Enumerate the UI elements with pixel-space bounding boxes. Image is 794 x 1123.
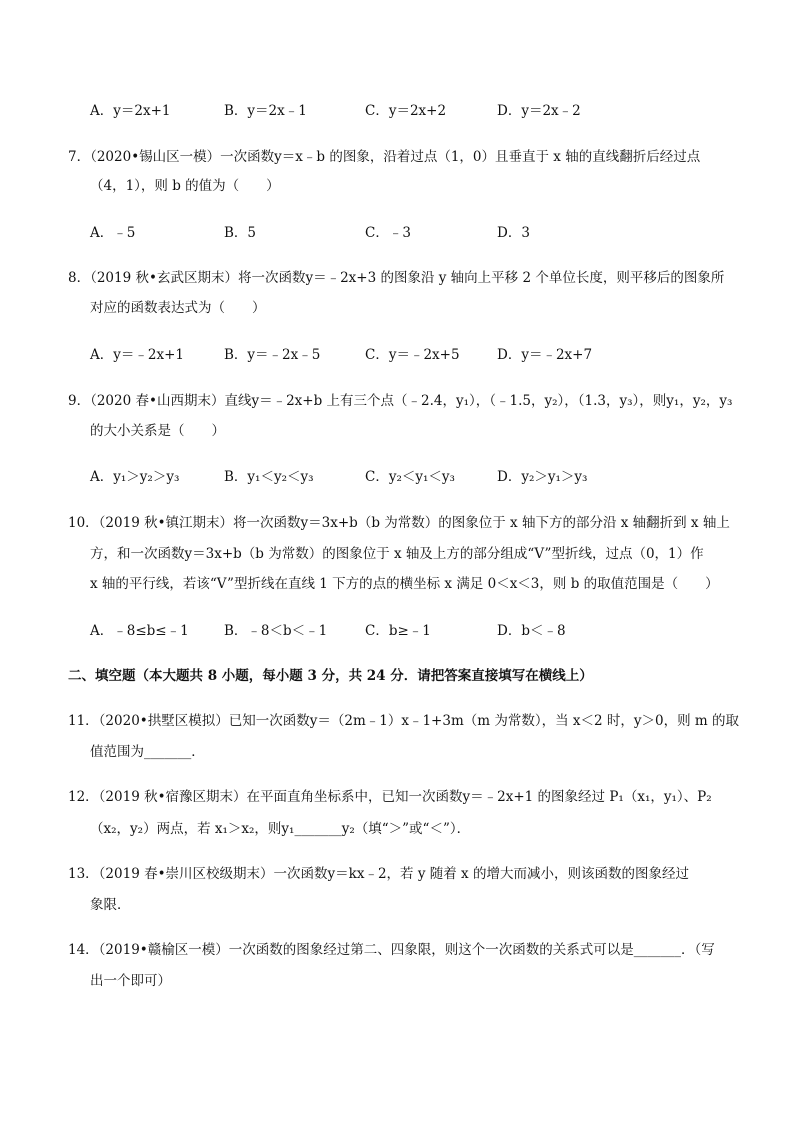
q7-text-line1: 7．（2020•锡山区一模）一次函数y＝x﹣b 的图象，沿着过点（1，0）且垂直于 x 轴的直线翻折后经过点 bbox=[68, 149, 701, 165]
q9-option-a: A．y₁＞y₂＞y₃ bbox=[90, 469, 180, 485]
q13-text-line2: 象限． bbox=[90, 897, 131, 913]
q8-option-d: D．y＝﹣2x+7 bbox=[497, 347, 593, 363]
q10-option-a: A．﹣8≤b≤﹣1 bbox=[90, 623, 189, 639]
section-2-heading: 二、填空题（本大题共 8 小题，每小题 3 分，共 24 分．请把答案直接填写在横线上） bbox=[68, 668, 593, 684]
q7-option-a: A．﹣5 bbox=[90, 225, 136, 241]
q7-option-c: C．﹣3 bbox=[365, 225, 411, 241]
q14-text-line2: 出一个即可） bbox=[90, 973, 171, 989]
q7-option-b: B．5 bbox=[224, 225, 257, 241]
q6-option-c: C．y＝2x+2 bbox=[365, 103, 447, 119]
q9-option-d: D．y₂＞y₁＞y₃ bbox=[497, 469, 588, 485]
q11-text-line1: 11．（2020•拱墅区模拟）已知一次函数y＝（2m﹣1）x﹣1+3m（m 为常数），当 x＜2 时，y＞0，则 m 的取 bbox=[68, 713, 739, 729]
q9-option-c: C．y₂＜y₁＜y₃ bbox=[365, 469, 455, 485]
q8-option-a: A．y＝﹣2x+1 bbox=[90, 347, 184, 363]
q6-option-d: D．y＝2x﹣2 bbox=[497, 103, 581, 119]
q12-text-line1: 12．（2019 秋•宿豫区期末）在平面直角坐标系中，已知一次函数y＝﹣2x+1 的图象经过 P₁（x₁，y₁）、P₂ bbox=[68, 789, 712, 805]
q8-option-c: C．y＝﹣2x+5 bbox=[365, 347, 460, 363]
q7-option-d: D．3 bbox=[497, 225, 530, 241]
q8-option-b: B．y＝﹣2x﹣5 bbox=[224, 347, 321, 363]
q6-option-b: B．y＝2x﹣1 bbox=[224, 103, 307, 119]
q9-text-line2: 的大小关系是（ ） bbox=[90, 423, 225, 439]
q10-text-line3: x 轴的平行线，若该“V”型折线在直线 1 下方的点的横坐标 x 满足 0＜x＜3，则 b 的取值范围是（ ） bbox=[90, 576, 719, 592]
q10-text-line1: 10．（2019 秋•镇江期末）将一次函数y＝3x+b（b 为常数）的图象位于 x 轴下方的部分沿 x 轴翻折到 x 轴上 bbox=[68, 515, 730, 531]
q14-text-line1: 14．（2019•赣榆区一模）一次函数的图象经过第二、四象限，则这个一次函数的关系式可以是_______．（写 bbox=[68, 942, 715, 958]
q12-text-line2: （x₂，y₂）两点，若 x₁＞x₂，则y₁_______y₂（填“＞”或“＜”）． bbox=[90, 821, 471, 837]
q10-option-d: D．b＜﹣8 bbox=[497, 623, 566, 639]
q9-option-b: B．y₁＜y₂＜y₃ bbox=[224, 469, 314, 485]
q10-text-line2: 方，和一次函数y＝3x+b（b 为常数）的图象位于 x 轴及上方的部分组成“V”型折线，过点（0，1）作 bbox=[90, 546, 704, 562]
q10-option-b: B．﹣8＜b＜﹣1 bbox=[224, 623, 328, 639]
q11-text-line2: 值范围为_______． bbox=[90, 744, 205, 760]
q9-text-line1: 9．（2020 春•山西期末）直线y＝﹣2x+b 上有三个点（﹣2.4，y₁），（﹣1.5，y₂），（1.3，y₃），则y₁，y₂，y₃ bbox=[68, 393, 733, 409]
q7-text-line2: （4，1），则 b 的值为（ ） bbox=[90, 178, 280, 194]
q8-text-line1: 8．（2019 秋•玄武区期末）将一次函数y＝﹣2x+3 的图象沿 y 轴向上平移 2 个单位长度，则平移后的图象所 bbox=[68, 270, 725, 286]
q13-text-line1: 13．（2019 春•崇川区校级期末）一次函数y＝kx﹣2，若 y 随着 x 的增大而减小，则该函数的图象经过 bbox=[68, 866, 689, 882]
q10-option-c: C．b≥﹣1 bbox=[365, 623, 431, 639]
q6-option-a: A．y＝2x+1 bbox=[90, 103, 171, 119]
q8-text-line2: 对应的函数表达式为（ ） bbox=[90, 300, 266, 316]
